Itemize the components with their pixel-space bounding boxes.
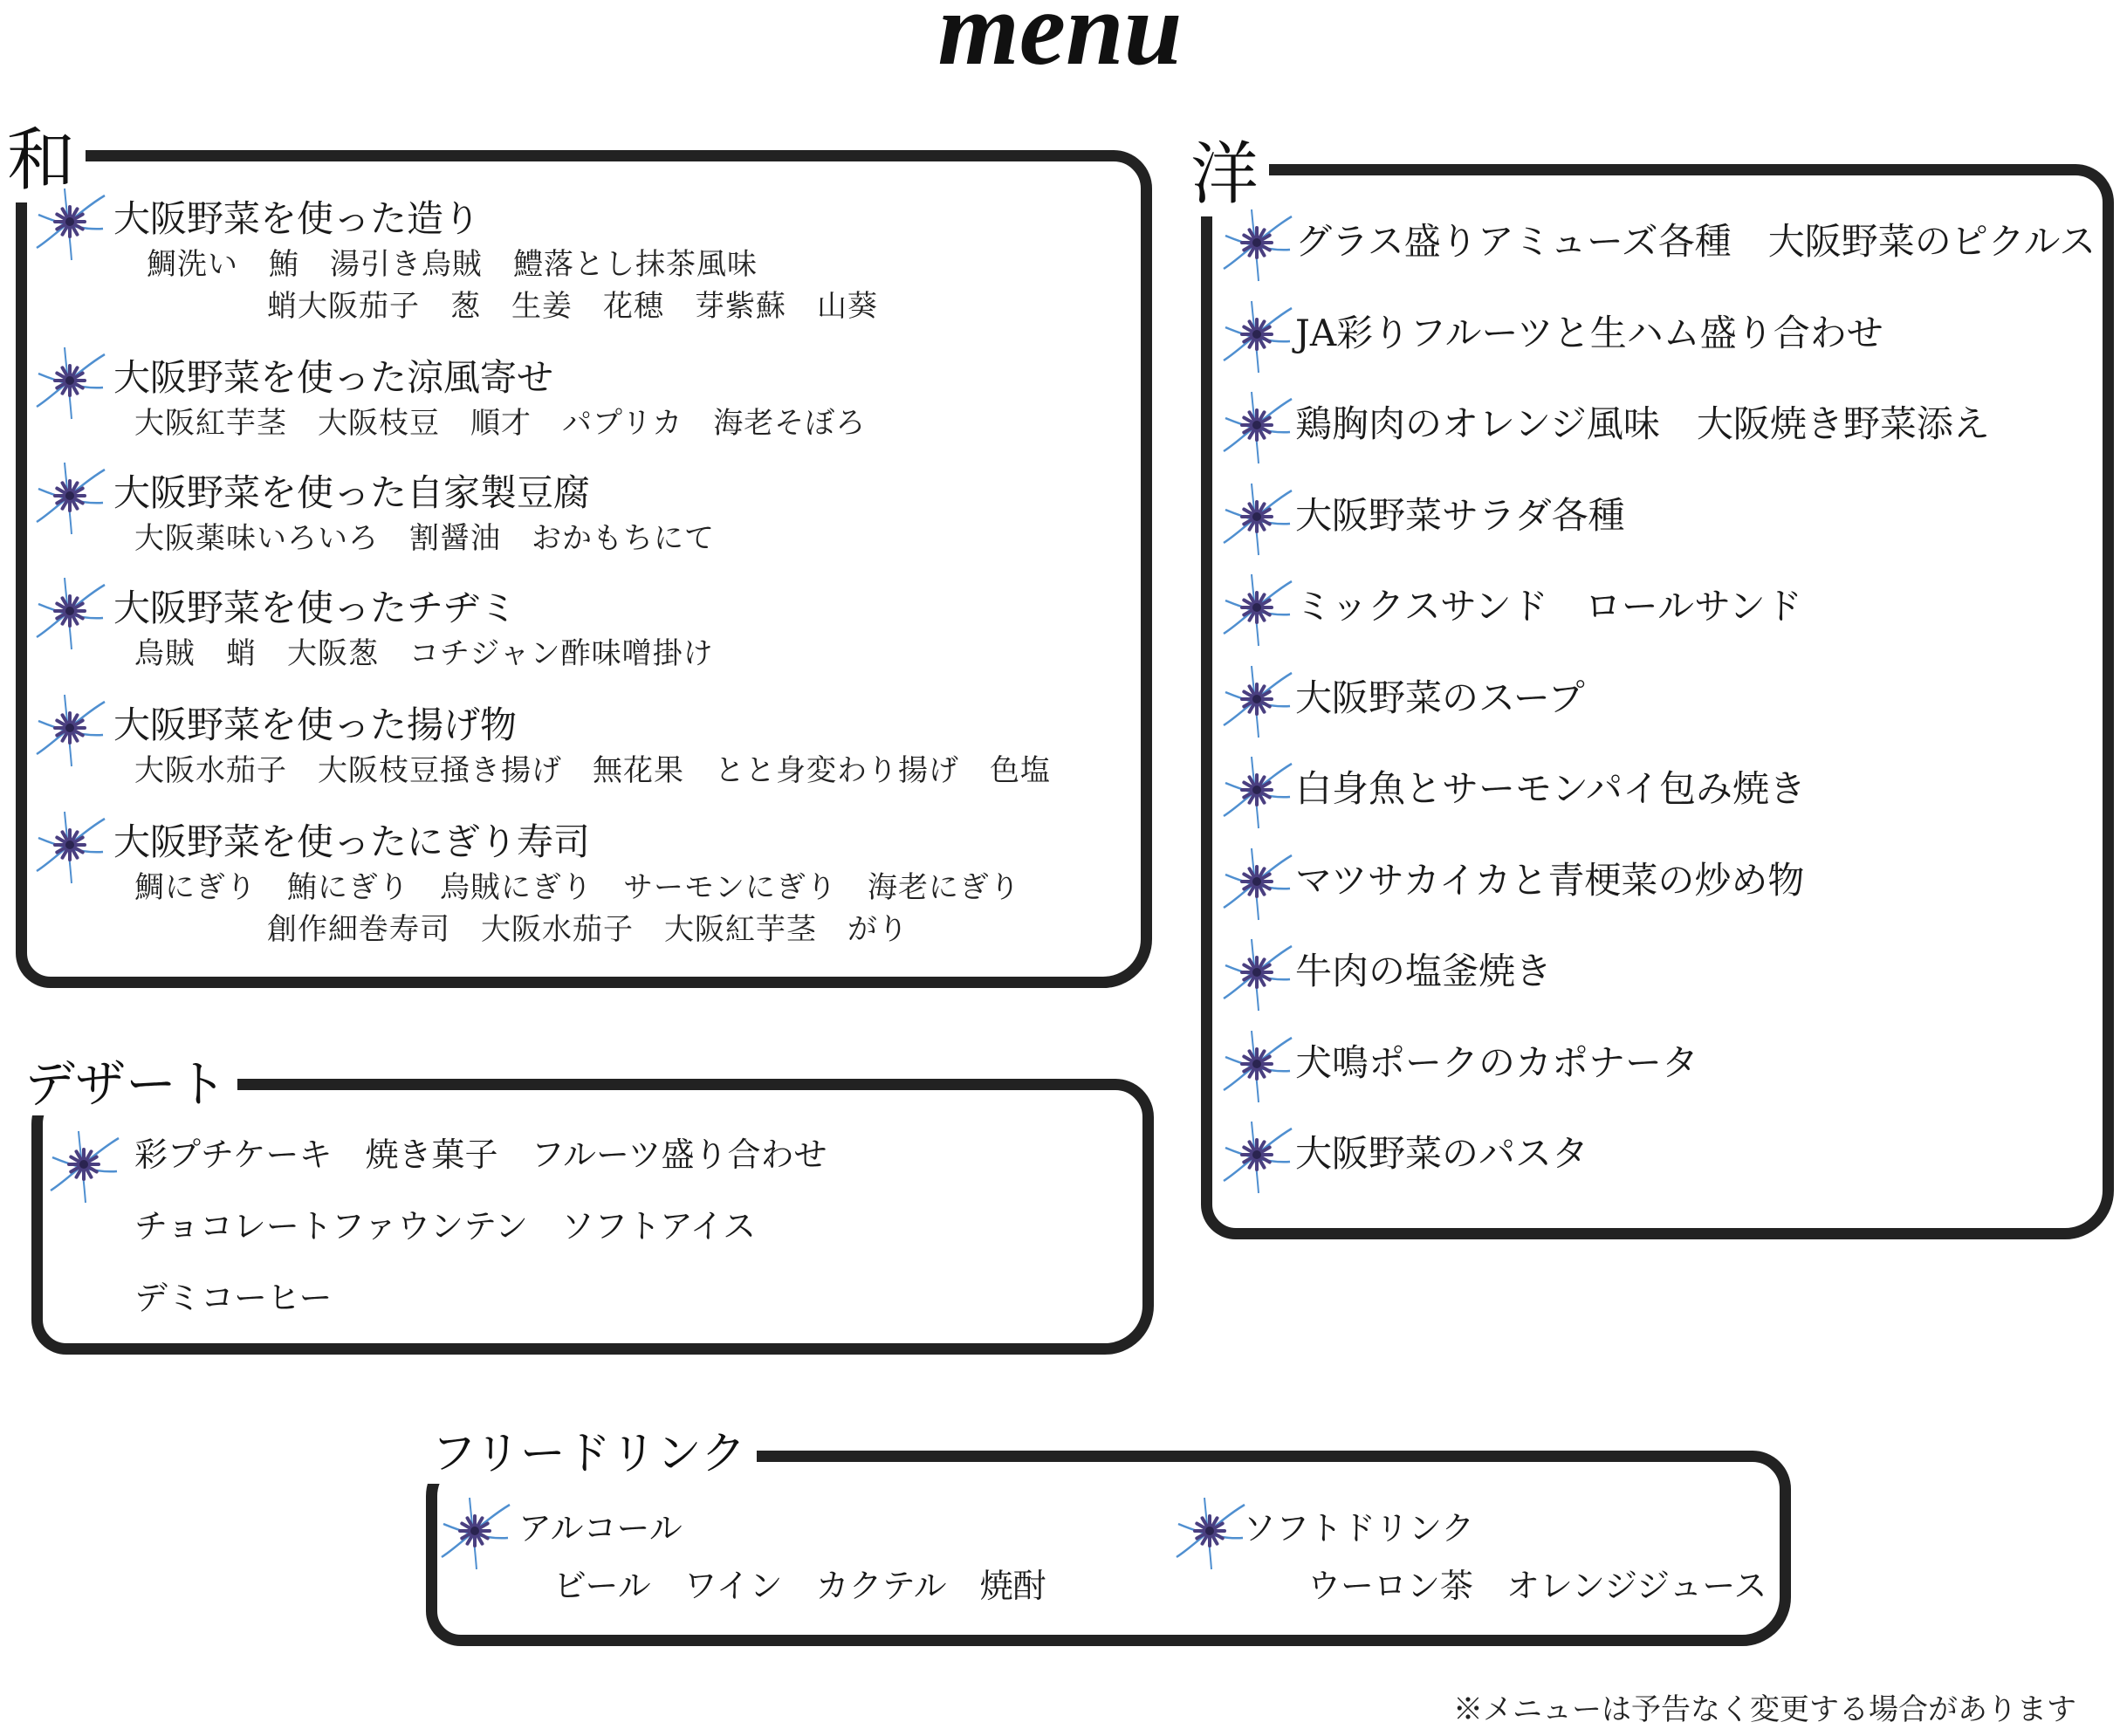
flower-icon xyxy=(1217,661,1297,744)
wa-item-name: 大阪野菜を使った揚げ物 xyxy=(113,703,518,746)
flower-icon xyxy=(30,690,110,773)
menu-title: menu xyxy=(937,0,1183,86)
drink-heading: フリードリンク xyxy=(421,1424,757,1484)
you-item-name: 牛肉の塩釜焼き xyxy=(1295,950,1553,992)
flower-icon xyxy=(30,573,110,656)
dessert-line: デミコーヒー xyxy=(134,1279,333,1317)
flower-icon xyxy=(30,457,110,541)
drink-alcohol-label: アルコール xyxy=(518,1509,683,1547)
drink-alcohol-items: ビール ワイン カクテル 焼酎 xyxy=(553,1567,1046,1605)
wa-item-name: 大阪野菜を使った涼風寄せ xyxy=(113,356,554,399)
you-heading: 洋 xyxy=(1180,133,1269,216)
wa-item-detail: 大阪紅芋茎 大阪枝豆 順才 パプリカ 海老そぼろ xyxy=(134,406,867,441)
you-item-name: JA彩りフルーツと生ハム盛り合わせ xyxy=(1295,311,1883,354)
flower-icon xyxy=(44,1126,124,1210)
drink-soft-items: ウーロン茶 オレンジジュース xyxy=(1307,1567,1767,1605)
flower-icon xyxy=(435,1492,515,1576)
wa-item-name: 大阪野菜を使った造り xyxy=(113,197,481,240)
you-item-name: 大阪野菜のパスタ xyxy=(1295,1132,1589,1175)
wa-item-detail: 創作細巻寿司 大阪水茄子 大阪紅芋茎 がり xyxy=(267,912,909,947)
flower-icon xyxy=(1217,1116,1297,1200)
wa-item-name: 大阪野菜を使った自家製豆腐 xyxy=(113,471,591,514)
wa-item-detail: 蛸大阪茄子 葱 生姜 花穂 芽紫蘇 山葵 xyxy=(267,289,878,324)
dessert-heading: デザート xyxy=(14,1053,237,1115)
menu-change-notice: ※メニューは予告なく変更する場合があります xyxy=(1453,1692,2076,1727)
drink-soft-label: ソフトドリンク xyxy=(1243,1509,1475,1547)
flower-icon xyxy=(1217,296,1297,380)
flower-icon xyxy=(30,183,110,267)
you-item-name: 犬鳴ポークのカポナータ xyxy=(1295,1040,1699,1084)
you-item-name: ミックスサンド ロールサンド xyxy=(1295,585,1802,628)
wa-item-detail: 鯛にぎり 鮪にぎり 烏賊にぎり サーモンにぎり 海老にぎり xyxy=(134,870,1020,905)
flower-icon xyxy=(1217,934,1297,1018)
flower-icon xyxy=(1217,843,1297,927)
wa-item-name: 大阪野菜を使ったにぎり寿司 xyxy=(113,820,591,863)
you-item-name: グラス盛りアミューズ各種 大阪野菜のピクルス xyxy=(1295,220,2096,263)
you-item-name: 大阪野菜サラダ各種 xyxy=(1295,493,1625,537)
flower-icon xyxy=(1217,478,1297,562)
wa-heading: 和 xyxy=(0,119,86,202)
flower-icon xyxy=(1217,751,1297,835)
wa-item-name: 大阪野菜を使ったチヂミ xyxy=(113,587,518,629)
wa-item-detail: 烏賊 蛸 大阪葱 コチジャン酢味噌掛け xyxy=(134,636,714,671)
flower-icon xyxy=(30,806,110,890)
flower-icon xyxy=(1217,204,1297,288)
flower-icon xyxy=(1217,387,1297,470)
flower-icon xyxy=(1170,1492,1250,1576)
wa-item-detail: 大阪水茄子 大阪枝豆掻き揚げ 無花果 とと身変わり揚げ 色塩 xyxy=(134,753,1051,788)
you-item-name: マツサカイカと青梗菜の炒め物 xyxy=(1295,858,1805,902)
wa-item-detail: 大阪薬味いろいろ 割醤油 おかもちにて xyxy=(134,521,715,556)
wa-item-detail: 鯛洗い 鮪 湯引き烏賊 鱧落とし抹茶風味 xyxy=(147,247,758,282)
flower-icon xyxy=(1217,569,1297,653)
flower-icon xyxy=(30,342,110,426)
you-item-name: 白身魚とサーモンパイ包み焼き xyxy=(1295,767,1807,810)
dessert-line: チョコレートファウンテン ソフトアイス xyxy=(134,1207,757,1245)
you-item-name: 大阪野菜のスープ xyxy=(1295,676,1585,719)
flower-icon xyxy=(1217,1026,1297,1109)
dessert-line: 彩プチケーキ 焼き菓子 フルーツ盛り合わせ xyxy=(134,1136,827,1174)
you-item-name: 鶏胸肉のオレンジ風味 大阪焼き野菜添え xyxy=(1295,402,1990,445)
